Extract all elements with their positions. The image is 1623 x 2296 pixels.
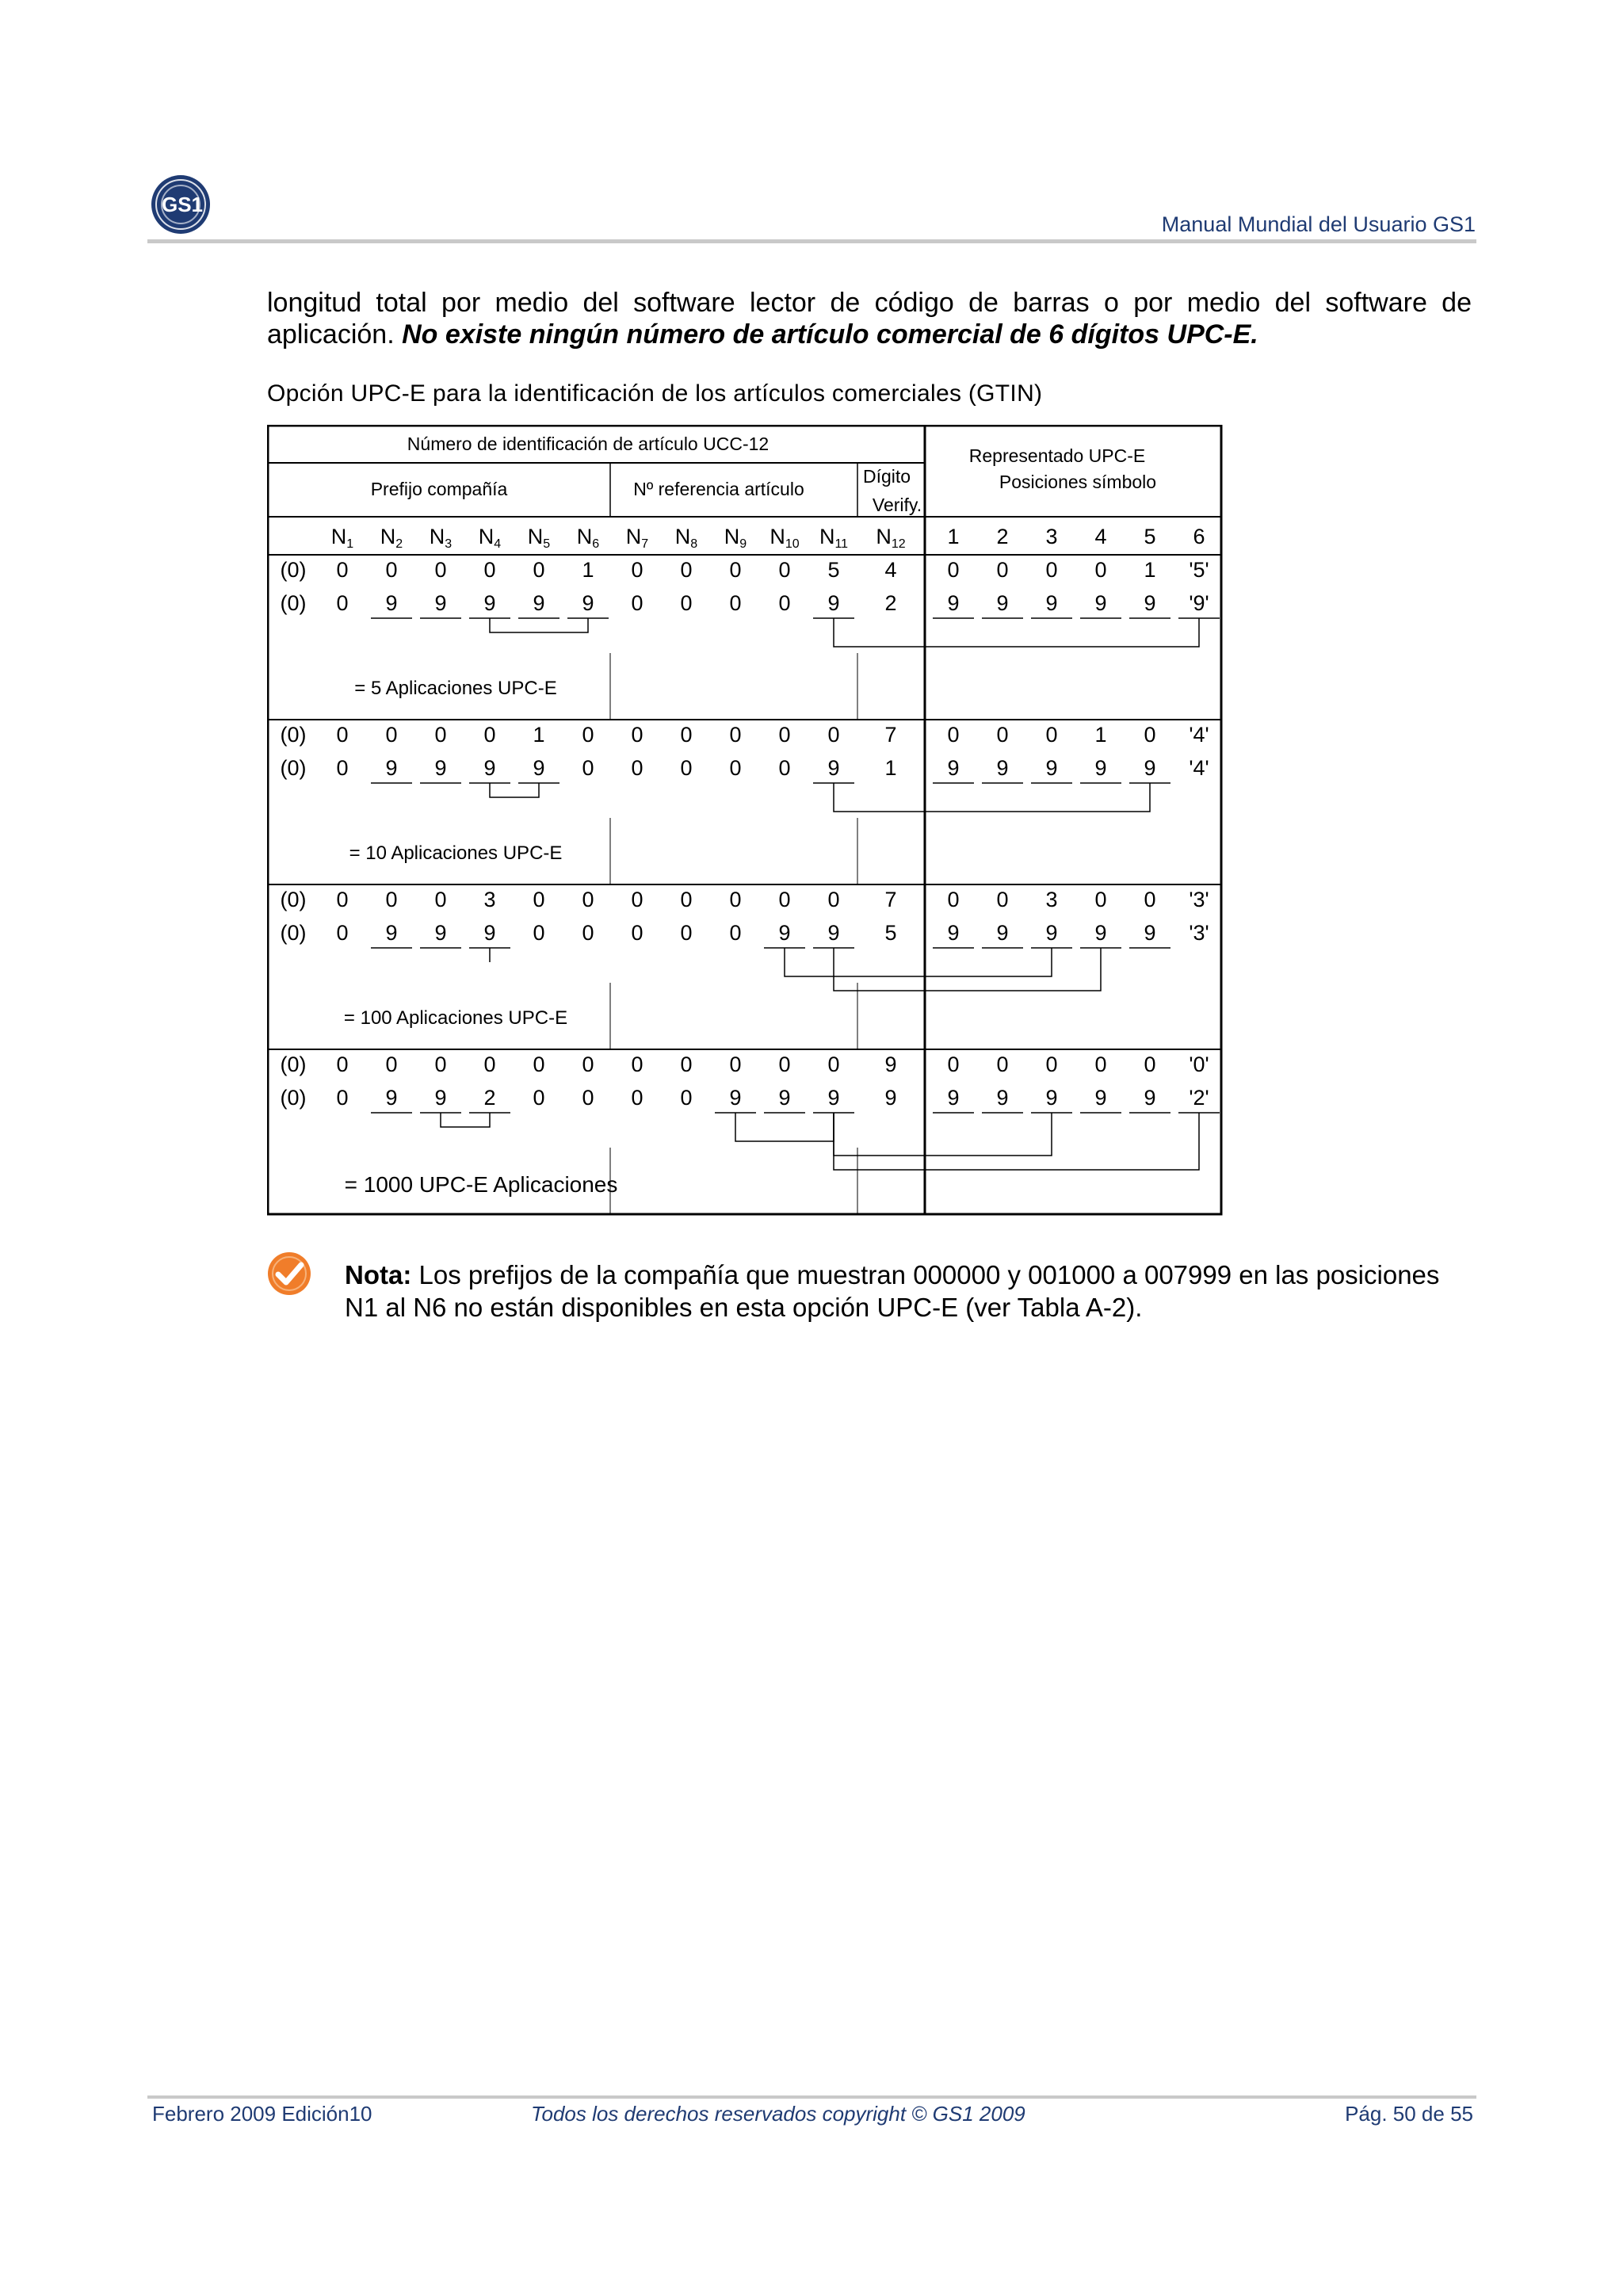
- prefix-cell: (0): [280, 723, 307, 747]
- position-label: 1: [947, 525, 960, 548]
- digit-cell: 0: [336, 756, 349, 780]
- n-label-main: N: [429, 525, 445, 548]
- digit-cell: 9: [827, 591, 840, 615]
- digit-cell: 9: [1045, 921, 1058, 945]
- digit-cell: 9: [947, 1086, 960, 1110]
- group-label: = 5 Aplicaciones UPC-E: [354, 678, 557, 699]
- digit-cell: 0: [680, 888, 693, 911]
- n-label-sub: 1: [346, 537, 354, 551]
- n-label-main: N: [478, 525, 495, 548]
- digit-cell: 9: [947, 756, 960, 780]
- prefix-cell: (0): [280, 591, 307, 615]
- n-label: [577, 525, 600, 551]
- digit-cell: 0: [631, 591, 643, 615]
- digit-connector: [735, 1113, 834, 1141]
- digit-cell: '3': [1189, 888, 1209, 911]
- position-label: 3: [1045, 525, 1058, 548]
- digit-cell: 9: [434, 591, 447, 615]
- digit-cell: 0: [680, 1086, 693, 1110]
- digit-cell: 0: [996, 558, 1009, 582]
- digit-cell: 1: [884, 756, 897, 780]
- n-label: [331, 525, 354, 551]
- n-label-sub: 11: [834, 537, 849, 551]
- digit-cell: 0: [778, 723, 791, 747]
- digit-cell: 9: [1094, 756, 1107, 780]
- gs1-logo: [149, 173, 236, 236]
- digit-cell: 0: [729, 591, 742, 615]
- n-label-sub: 4: [494, 537, 502, 551]
- digit-cell: 9: [483, 921, 496, 945]
- digit-cell: 0: [533, 1052, 545, 1076]
- note-text: Los prefijos de la compañía que muestran 000000 y 001000 a 007999 en las posiciones N1 al N6 no están disponibles en esta opción UPC-E (ver Tabla A-2).: [345, 1260, 1440, 1322]
- digit-cell: 0: [631, 1086, 643, 1110]
- digit-cell: 0: [533, 1086, 545, 1110]
- digit-cell: 0: [483, 1052, 496, 1076]
- n-label-sub: 12: [891, 537, 906, 551]
- digit-cell: 0: [434, 558, 447, 582]
- digit-cell: 0: [631, 558, 643, 582]
- digit-cell: 9: [533, 756, 545, 780]
- group-label: = 100 Aplicaciones UPC-E: [343, 1007, 568, 1029]
- digit-cell: 0: [631, 756, 643, 780]
- digit-cell: 0: [483, 558, 496, 582]
- digit-cell: 0: [729, 723, 742, 747]
- n-label: [380, 525, 403, 551]
- digit-cell: 9: [1094, 591, 1107, 615]
- n-label-sub: 2: [395, 537, 403, 551]
- prefix-cell: (0): [280, 888, 307, 911]
- digit-cell: 0: [483, 723, 496, 747]
- digit-connector: [834, 1113, 1052, 1156]
- digit-cell: 9: [1045, 591, 1058, 615]
- digit-cell: 0: [1144, 888, 1156, 911]
- digit-cell: 0: [385, 1052, 398, 1076]
- digit-cell: 0: [336, 921, 349, 945]
- n-label: [430, 525, 453, 551]
- digit-cell: 0: [336, 888, 349, 911]
- header-upce-2: Posiciones símbolo: [999, 472, 1157, 492]
- header-upce-1: Representado UPC-E: [968, 445, 1146, 466]
- digit-cell: 0: [947, 1052, 960, 1076]
- header-main: Número de identificación de artículo UCC-12: [407, 434, 769, 454]
- digit-cell: 0: [680, 756, 693, 780]
- n-label-sub: 8: [690, 537, 698, 551]
- n-label: [724, 525, 747, 551]
- digit-cell: 0: [729, 921, 742, 945]
- digit-cell: 9: [385, 591, 398, 615]
- n-label-sub: 6: [592, 537, 600, 551]
- digit-cell: 9: [483, 756, 496, 780]
- digit-connector: [785, 948, 1052, 976]
- digit-cell: 0: [336, 1086, 349, 1110]
- digit-cell: 3: [483, 888, 496, 911]
- digit-cell: 9: [1045, 756, 1058, 780]
- digit-connector: [490, 618, 588, 632]
- digit-cell: 0: [336, 591, 349, 615]
- digit-cell: 9: [884, 1086, 897, 1110]
- digit-cell: 0: [778, 756, 791, 780]
- digit-cell: 0: [631, 1052, 643, 1076]
- digit-cell: 2: [483, 1086, 496, 1110]
- digit-cell: 0: [947, 888, 960, 911]
- n-label-main: N: [576, 525, 593, 548]
- digit-cell: 0: [582, 756, 594, 780]
- digit-cell: 0: [582, 1086, 594, 1110]
- digit-cell: 9: [1094, 921, 1107, 945]
- n-label: [479, 525, 502, 551]
- digit-cell: 5: [827, 558, 840, 582]
- n-label-sub: 5: [543, 537, 551, 551]
- digit-cell: 0: [631, 723, 643, 747]
- group-label: = 10 Aplicaciones UPC-E: [349, 842, 563, 864]
- footer-copyright: Todos los derechos reservados copyright © GS1 2009: [531, 2102, 1025, 2126]
- digit-cell: 0: [1094, 888, 1107, 911]
- digit-cell: 0: [680, 723, 693, 747]
- n-label-main: N: [674, 525, 691, 548]
- digit-cell: 9: [1045, 1086, 1058, 1110]
- digit-cell: 0: [582, 1052, 594, 1076]
- digit-cell: 9: [582, 591, 594, 615]
- intro-paragraph: [267, 287, 1472, 350]
- n-label-main: N: [380, 525, 396, 548]
- note-label: Nota:: [345, 1260, 412, 1289]
- digit-cell: 1: [1094, 723, 1107, 747]
- digit-cell: 0: [827, 1052, 840, 1076]
- digit-cell: 9: [385, 1086, 398, 1110]
- digit-cell: 9: [385, 756, 398, 780]
- upc-e-table: [267, 425, 1224, 1217]
- digit-cell: 9: [996, 756, 1009, 780]
- position-label: 2: [996, 525, 1009, 548]
- digit-cell: '4': [1189, 756, 1209, 780]
- digit-cell: 0: [582, 888, 594, 911]
- digit-cell: 9: [778, 1086, 791, 1110]
- position-label: 6: [1193, 525, 1205, 548]
- header-check-1: Dígito: [862, 466, 911, 487]
- digit-cell: 0: [729, 558, 742, 582]
- footer-edition: Febrero 2009 Edición10: [152, 2102, 372, 2126]
- intro-text: longitud total por medio del software lector de código de barras o por medio del software de aplicación.: [267, 288, 1472, 350]
- header-ref: Nº referencia artículo: [633, 479, 804, 499]
- digit-cell: 9: [947, 591, 960, 615]
- header-prefix: Prefijo compañía: [370, 479, 508, 499]
- digit-cell: '2': [1189, 1086, 1209, 1110]
- digit-cell: 0: [533, 888, 545, 911]
- n-label: [876, 525, 905, 551]
- prefix-cell: (0): [280, 558, 307, 582]
- digit-cell: '3': [1189, 921, 1209, 945]
- n-label-main: N: [876, 525, 892, 548]
- prefix-cell: (0): [280, 921, 307, 945]
- n-label: [528, 525, 551, 551]
- n-label: [819, 525, 848, 551]
- digit-cell: 0: [947, 723, 960, 747]
- digit-cell: 0: [582, 723, 594, 747]
- digit-cell: 4: [884, 558, 897, 582]
- digit-cell: 0: [729, 1052, 742, 1076]
- digit-cell: 0: [1094, 1052, 1107, 1076]
- digit-connector: [834, 783, 1150, 812]
- digit-cell: 9: [1094, 1086, 1107, 1110]
- digit-cell: 9: [729, 1086, 742, 1110]
- n-label-sub: 7: [641, 537, 649, 551]
- digit-cell: 0: [1045, 1052, 1058, 1076]
- n-label: [626, 525, 649, 551]
- digit-cell: 0: [996, 1052, 1009, 1076]
- digit-cell: 1: [582, 558, 594, 582]
- intro-bold-text: No existe ningún número de artículo comercial de 6 dígitos UPC-E.: [402, 319, 1258, 350]
- n-label-main: N: [724, 525, 740, 548]
- digit-cell: 9: [1144, 591, 1156, 615]
- note-paragraph: [345, 1259, 1472, 1324]
- digit-cell: 9: [778, 921, 791, 945]
- digit-cell: 3: [1045, 888, 1058, 911]
- n-label-main: N: [625, 525, 642, 548]
- digit-cell: 0: [434, 723, 447, 747]
- logo-text: GS1: [161, 193, 204, 216]
- digit-cell: 0: [336, 558, 349, 582]
- digit-cell: 0: [631, 921, 643, 945]
- n-label: [769, 525, 799, 551]
- digit-cell: 9: [434, 756, 447, 780]
- footer-divider: [147, 2095, 1476, 2099]
- digit-cell: 0: [336, 1052, 349, 1076]
- digit-cell: 9: [827, 1086, 840, 1110]
- digit-connector: [834, 618, 1199, 647]
- digit-cell: 0: [434, 1052, 447, 1076]
- digit-connector: [834, 948, 1101, 991]
- digit-cell: 9: [1144, 756, 1156, 780]
- header-divider: [147, 239, 1476, 243]
- digit-cell: 0: [778, 591, 791, 615]
- digit-cell: 2: [884, 591, 897, 615]
- digit-cell: 0: [729, 888, 742, 911]
- digit-cell: 0: [680, 1052, 693, 1076]
- digit-cell: 1: [1144, 558, 1156, 582]
- n-label-sub: 10: [785, 537, 800, 551]
- digit-cell: 9: [434, 1086, 447, 1110]
- digit-cell: 0: [385, 888, 398, 911]
- n-label-sub: 3: [445, 537, 453, 551]
- digit-cell: 9: [1144, 921, 1156, 945]
- digit-cell: 0: [533, 558, 545, 582]
- digit-cell: '0': [1189, 1052, 1209, 1076]
- digit-cell: 0: [631, 888, 643, 911]
- digit-cell: 0: [434, 888, 447, 911]
- digit-connector: [490, 783, 539, 797]
- digit-cell: '5': [1189, 558, 1209, 582]
- digit-cell: 0: [827, 723, 840, 747]
- digit-cell: 5: [884, 921, 897, 945]
- group-label: = 1000 UPC-E Aplicaciones: [344, 1172, 618, 1197]
- digit-cell: 0: [729, 756, 742, 780]
- digit-cell: '4': [1189, 723, 1209, 747]
- digit-cell: 1: [533, 723, 545, 747]
- digit-cell: 0: [827, 888, 840, 911]
- digit-cell: 0: [947, 558, 960, 582]
- digit-cell: 0: [1045, 723, 1058, 747]
- table-caption: Opción UPC-E para la identificación de los artículos comerciales (GTIN): [267, 380, 1043, 407]
- n-label: [675, 525, 698, 551]
- digit-cell: 0: [996, 888, 1009, 911]
- digit-cell: 0: [680, 591, 693, 615]
- digit-cell: 0: [680, 921, 693, 945]
- digit-cell: 9: [533, 591, 545, 615]
- n-label-main: N: [769, 525, 785, 548]
- digit-cell: 9: [996, 1086, 1009, 1110]
- position-label: 5: [1144, 525, 1156, 548]
- digit-cell: 9: [827, 756, 840, 780]
- position-label: 4: [1094, 525, 1107, 548]
- digit-cell: 9: [947, 921, 960, 945]
- digit-connector: [441, 1113, 490, 1127]
- digit-cell: 0: [533, 921, 545, 945]
- n-label-main: N: [330, 525, 347, 548]
- header-title: Manual Mundial del Usuario GS1: [1161, 212, 1476, 236]
- digit-cell: 7: [884, 888, 897, 911]
- digit-cell: 0: [582, 921, 594, 945]
- digit-cell: 9: [996, 921, 1009, 945]
- digit-cell: '9': [1189, 591, 1209, 615]
- digit-cell: 9: [996, 591, 1009, 615]
- prefix-cell: (0): [280, 756, 307, 780]
- digit-cell: 0: [778, 1052, 791, 1076]
- prefix-cell: (0): [280, 1086, 307, 1110]
- header-check-2: Verify.: [872, 495, 922, 515]
- n-label-main: N: [819, 525, 835, 548]
- digit-cell: 0: [778, 558, 791, 582]
- digit-cell: 0: [385, 558, 398, 582]
- digit-connector: [834, 1113, 1199, 1170]
- digit-cell: 0: [996, 723, 1009, 747]
- digit-cell: 0: [778, 888, 791, 911]
- digit-cell: 0: [336, 723, 349, 747]
- digit-cell: 7: [884, 723, 897, 747]
- digit-cell: 9: [884, 1052, 897, 1076]
- digit-cell: 9: [385, 921, 398, 945]
- digit-cell: 9: [434, 921, 447, 945]
- digit-cell: 9: [483, 591, 496, 615]
- digit-cell: 9: [827, 921, 840, 945]
- n-label-sub: 9: [739, 537, 747, 551]
- prefix-cell: (0): [280, 1052, 307, 1076]
- digit-cell: 0: [1094, 558, 1107, 582]
- digit-cell: 0: [680, 558, 693, 582]
- digit-cell: 0: [1045, 558, 1058, 582]
- checkmark-icon: [266, 1251, 312, 1297]
- footer-page-number: Pág. 50 de 55: [1345, 2102, 1473, 2126]
- digit-cell: 0: [1144, 723, 1156, 747]
- digit-cell: 0: [385, 723, 398, 747]
- n-label-main: N: [527, 525, 544, 548]
- digit-cell: 0: [1144, 1052, 1156, 1076]
- digit-cell: 9: [1144, 1086, 1156, 1110]
